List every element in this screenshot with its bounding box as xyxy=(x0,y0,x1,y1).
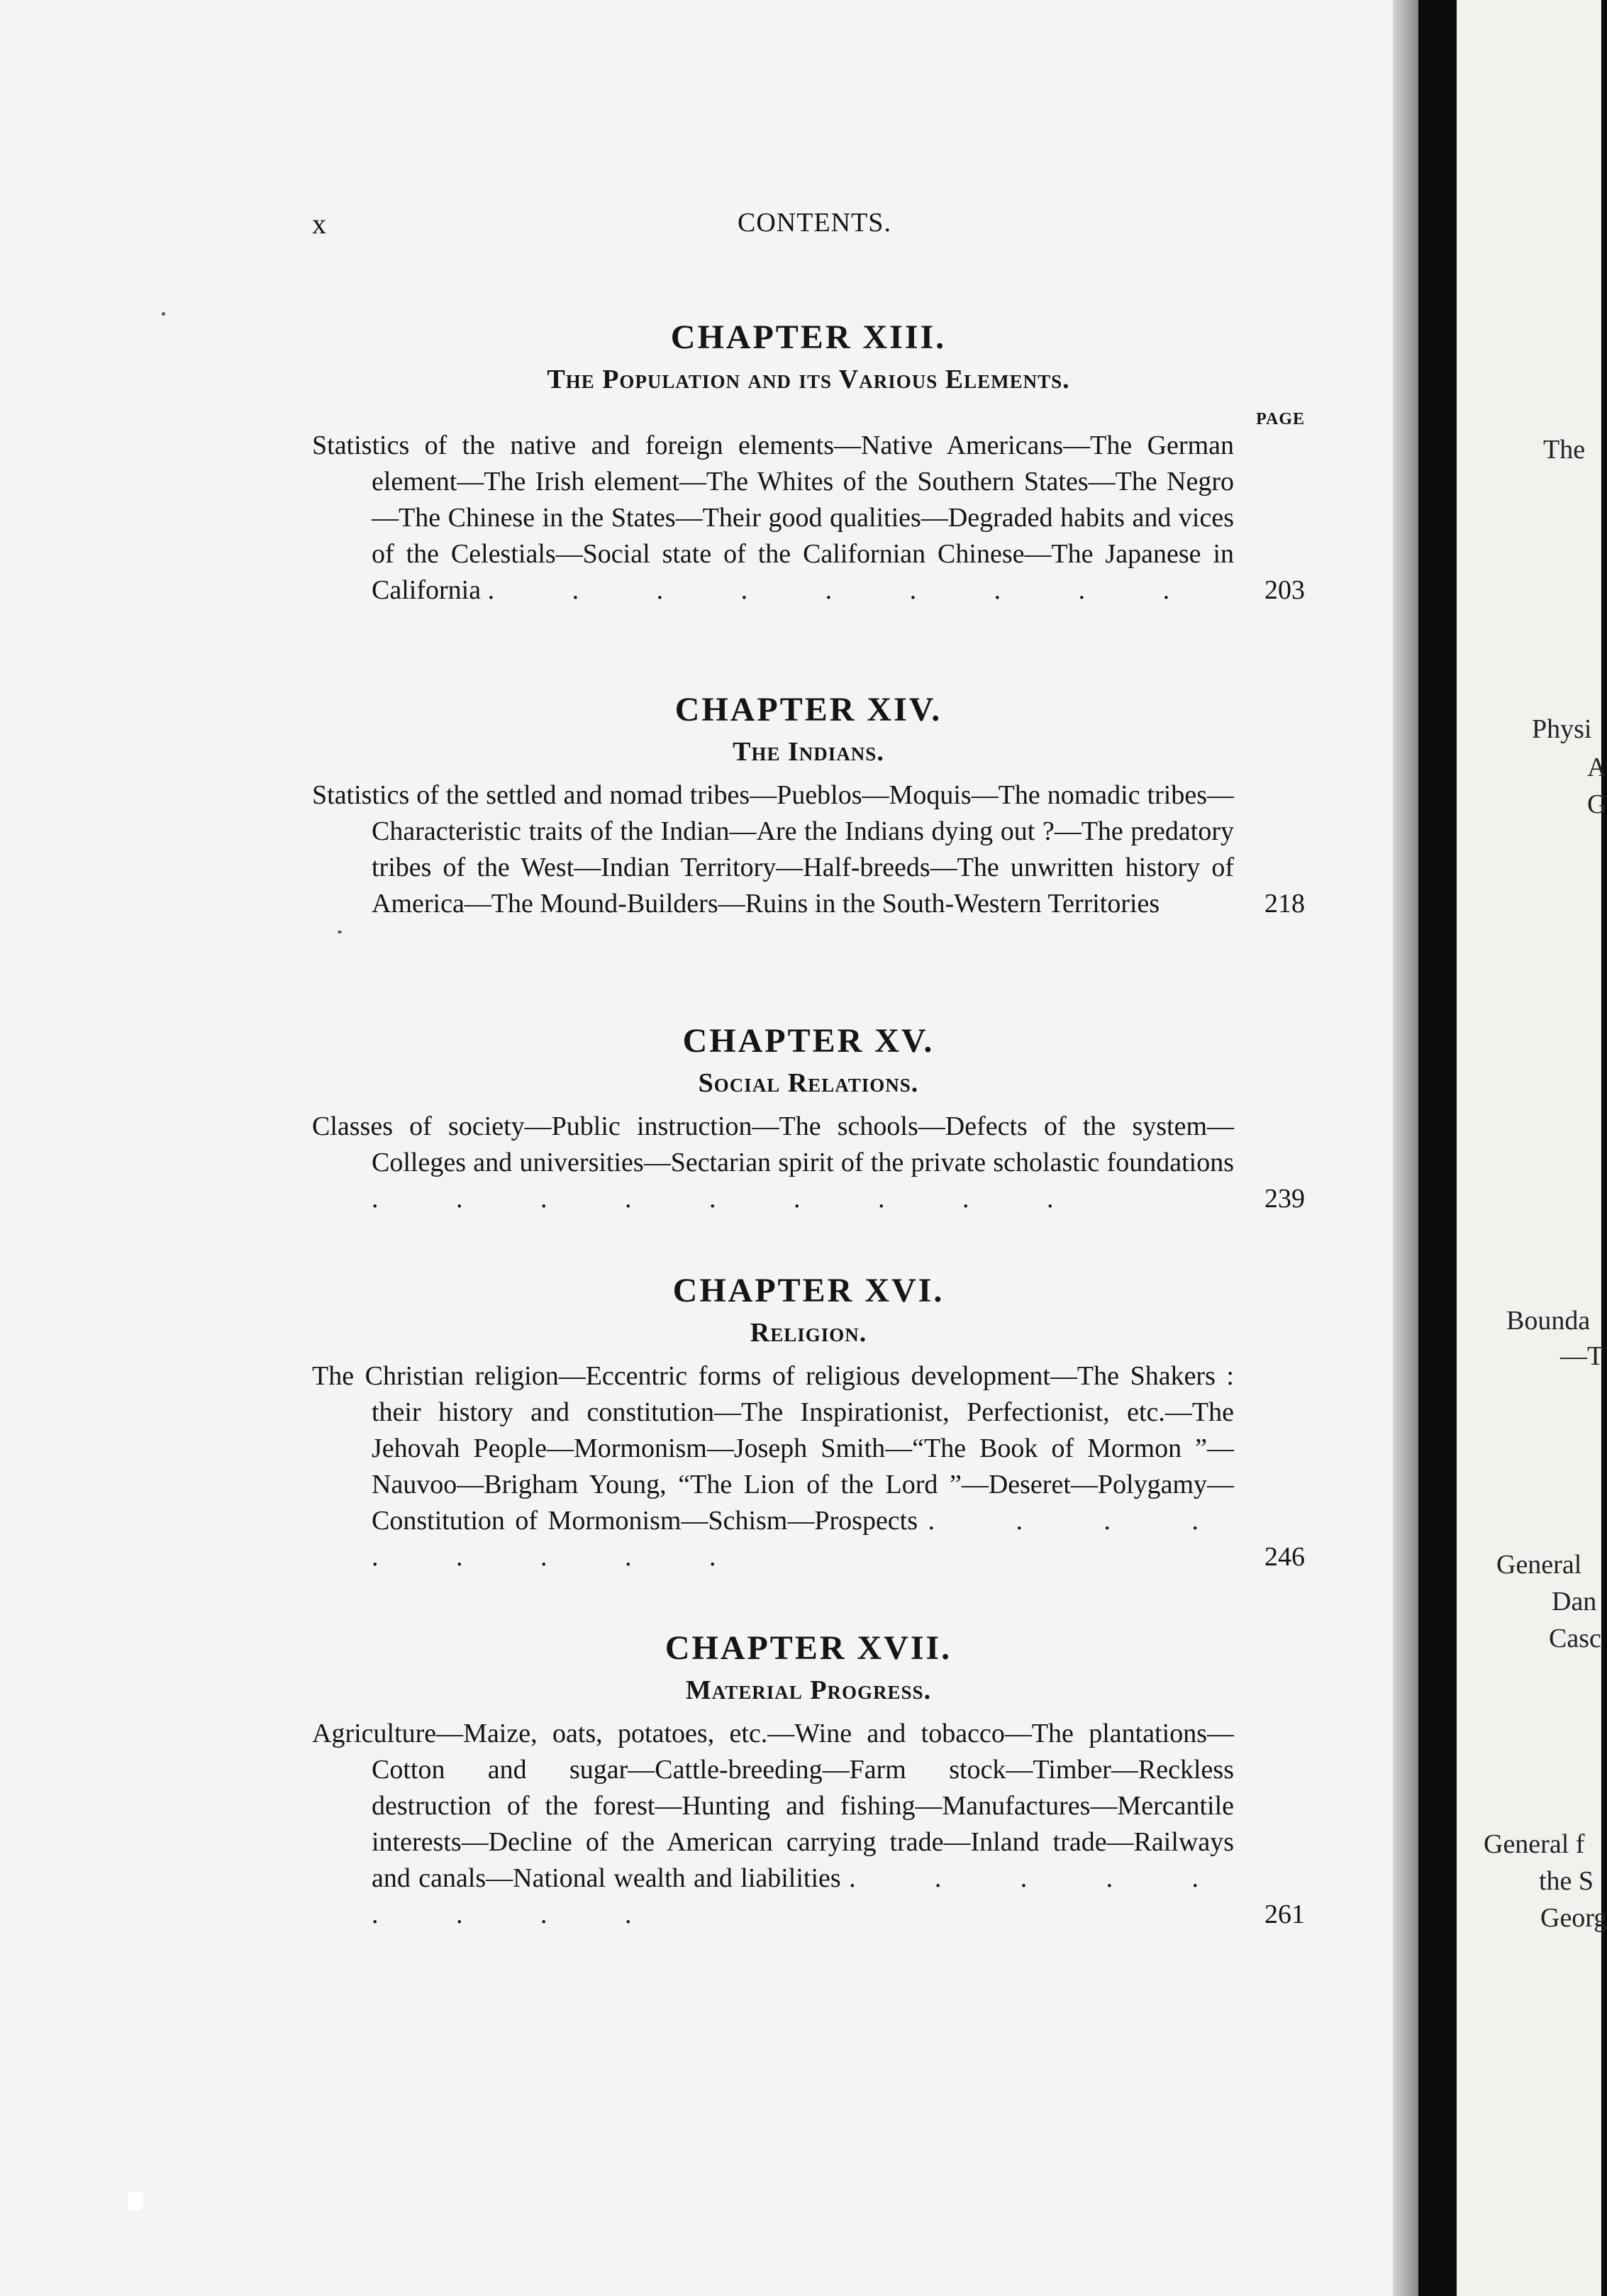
chapter-title: The Population and its Various Elements. xyxy=(547,365,1070,394)
facing-text: Physi xyxy=(1532,714,1592,744)
chapter-xvii xyxy=(312,1629,1305,1933)
chapter-summary xyxy=(312,428,1305,609)
page-number: 203 xyxy=(1264,575,1305,605)
summary-text: Classes of society—Public instruction—The schools—Defects of the system—Colleges and universities—Sectarian spirit of the private scholastic foundations xyxy=(312,1111,1234,1177)
chapter-title: Religion. xyxy=(750,1318,867,1348)
page-number: 218 xyxy=(1264,889,1305,919)
page-number: 246 xyxy=(1264,1542,1305,1572)
chapter-summary xyxy=(312,1109,1305,1217)
leader-dots: . . . . . . . . . xyxy=(372,1506,1235,1572)
summary-text: Statistics of the settled and nomad tribes—Pueblos—Moquis—The nomadic tribes—Characteristic traits of the Indian—Are the Indians dying out ?—The predatory tribes of the West—Indian Territory—Half-breeds—The unwritten history of America—The Mound-Builders—Ruins in the South-Western Territories xyxy=(312,780,1234,919)
facing-text: A xyxy=(1587,753,1607,782)
page-folio: x xyxy=(312,208,326,240)
facing-text: The xyxy=(1543,435,1586,465)
paper-speck xyxy=(338,931,342,933)
chapter-number: CHAPTER XIII. xyxy=(670,318,947,356)
running-title: CONTENTS. xyxy=(738,208,891,238)
chapter-xiv xyxy=(312,690,1305,922)
facing-text: General f xyxy=(1484,1829,1585,1859)
chapter-number: CHAPTER XV. xyxy=(682,1022,935,1060)
facing-text: the S xyxy=(1539,1866,1594,1896)
chapter-number: CHAPTER XVI. xyxy=(672,1272,945,1309)
chapter-number: CHAPTER XIV. xyxy=(674,691,942,728)
paper-tear xyxy=(128,2192,143,2210)
chapter-summary xyxy=(312,777,1305,922)
leader-dots: . . . . . . . . . xyxy=(487,575,1206,605)
facing-text: G xyxy=(1587,789,1607,819)
running-head xyxy=(312,207,891,250)
leader-dots: . . . . . . . . . xyxy=(372,1863,1235,1929)
leader-dots: . . . . . . . . . xyxy=(372,1184,1089,1214)
chapter-title: Material Progress. xyxy=(685,1675,932,1705)
summary-text: Statistics of the native and foreign elements—Native Americans—The German element—The Irish element—The Whites of the Southern States—The Negro—The Chinese in the States—Their good qualities—Degraded habits and vices of the Celestials—Social state of the Californian Chinese—The Japanese in California xyxy=(312,431,1234,605)
chapter-xvi xyxy=(312,1271,1305,1575)
chapter-xv xyxy=(312,1021,1305,1217)
chapter-xiii xyxy=(312,318,1305,609)
facing-text: Georg xyxy=(1540,1903,1607,1933)
facing-text: Dan xyxy=(1552,1587,1597,1616)
paper-speck xyxy=(162,312,165,316)
page-column-label: PAGE xyxy=(1256,410,1305,428)
facing-text: Bounda xyxy=(1506,1306,1591,1336)
summary-text: Agriculture—Maize, oats, potatoes, etc.—Wine and tobacco—The plantations—Cotton and sugar—Cattle-breeding—Farm stock—Timber—Reckless destruction of the forest—Hunting and fishing—Manufactures—Mercantile interests—Decline of the American carrying trade—Inland trade—Railways and canals—National wealth and liabilities xyxy=(312,1719,1234,1893)
facing-text: —T xyxy=(1560,1341,1604,1371)
chapter-summary xyxy=(312,1716,1305,1933)
facing-text: Casc xyxy=(1549,1624,1601,1653)
page-number: 239 xyxy=(1264,1184,1305,1214)
facing-page xyxy=(1457,0,1607,2296)
chapter-summary xyxy=(312,1358,1305,1575)
chapter-number: CHAPTER XVII. xyxy=(665,1629,952,1667)
chapter-title: Social Relations. xyxy=(698,1068,919,1098)
page-number: 261 xyxy=(1264,1900,1305,1929)
chapter-title: The Indians. xyxy=(733,737,884,767)
facing-text: General xyxy=(1496,1550,1582,1580)
page-edge-shadow xyxy=(1393,0,1418,2296)
summary-text: The Christian religion—Eccentric forms of religious development—The Shakers : their history and constitution—The Inspirationist, Perfectionist, etc.—The Jehovah People—Mormonism—Joseph Smith—“The Book of Mormon ”—Nauvoo—Brigham Young, “The Lion of the Lord ”—Deseret—Polygamy—Constitution of Mormonism—Schism—Prospects xyxy=(312,1361,1234,1536)
